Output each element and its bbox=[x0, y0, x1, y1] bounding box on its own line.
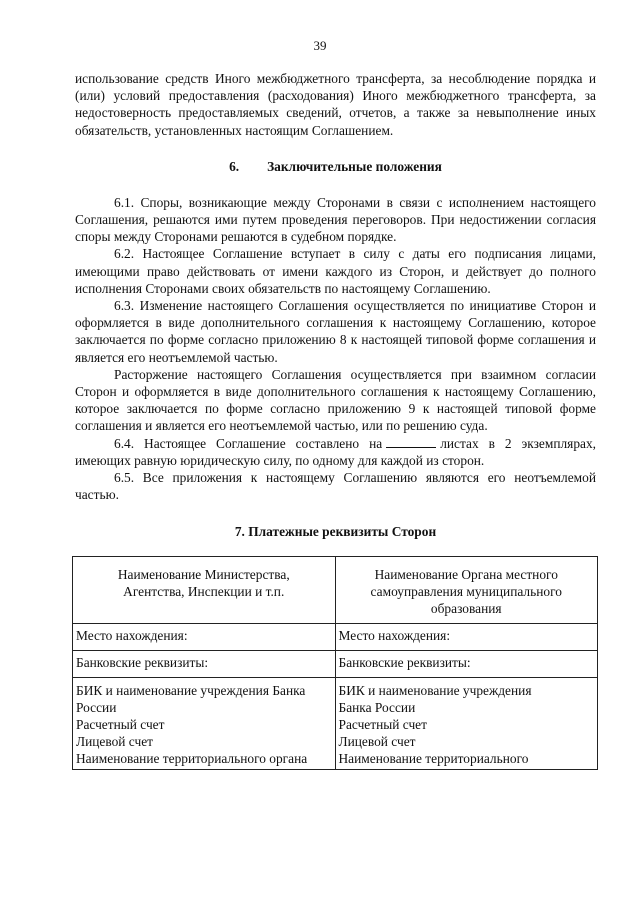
page-number: 39 bbox=[313, 38, 327, 53]
left-party-header bbox=[73, 557, 336, 624]
section-6-title: Заключительные положения bbox=[267, 158, 442, 174]
left-detail-line: России bbox=[76, 700, 117, 716]
left-bank-requisites: Банковские реквизиты: bbox=[73, 651, 336, 678]
clause-6-4-start: 6.4. Настоящее Соглашение составлено на bbox=[114, 435, 383, 451]
clause-6-3-termination: Расторжение настоящего Соглашения осуществляется при взаимном согласии Сторон и оформляется в виде дополнительного соглашения к настоящему Соглашению, которое заключается по форме согласно приложению 9 к настоящей типовой форме соглашения и является его неотъемлемой частью, или по решению суда. bbox=[75, 366, 596, 434]
sheet-count-blank bbox=[386, 435, 436, 448]
clause-6-4-end: листах в 2 экземплярах, имеющих равную юридическую силу, по одному для каждой из сторон. bbox=[75, 435, 597, 468]
section-7-heading: 7. Платежные реквизиты Сторон bbox=[234, 524, 437, 540]
clause-6-5: 6.5. Все приложения к настоящему Соглашению являются его неотъемлемой частью. bbox=[75, 470, 596, 503]
right-detail-line: Лицевой счет bbox=[338, 734, 416, 750]
payment-requisites-table bbox=[72, 556, 598, 770]
table-row-bank bbox=[73, 651, 598, 678]
left-detail-line: БИК и наименование учреждения Банка bbox=[76, 683, 306, 699]
document-body bbox=[75, 70, 596, 770]
right-bank-requisites: Банковские реквизиты: bbox=[335, 651, 598, 678]
left-bank-details bbox=[73, 678, 336, 770]
table-row-location bbox=[73, 624, 598, 651]
right-detail-line: Расчетный счет bbox=[338, 717, 427, 733]
table-row-details bbox=[73, 678, 598, 770]
left-location: Место нахождения: bbox=[73, 624, 336, 651]
clause-6-1: 6.1. Споры, возникающие между Сторонами в связи с исполнением настоящего Соглашения, решаются ими путем проведения переговоров. При недостижении согласия споры между Сторонами решаются в судебном порядке. bbox=[75, 194, 596, 245]
right-header-line: Наименование Органа местного bbox=[374, 567, 558, 583]
right-party-header bbox=[335, 557, 598, 624]
left-detail-line: Расчетный счет bbox=[76, 717, 165, 733]
clause-6-3: 6.3. Изменение настоящего Соглашения осуществляется по инициативе Сторон и оформляется в виде дополнительного соглашения к настоящему Соглашению, которое заключается по форме согласно приложению 8 к настоящей типовой форме соглашения и является его неотъемлемой частью. bbox=[75, 298, 596, 365]
left-header-line: Агентства, Инспекции и т.п. bbox=[123, 584, 285, 600]
left-header-line: Наименование Министерства, bbox=[117, 567, 290, 583]
left-detail-line: Наименование территориального органа bbox=[76, 751, 308, 767]
clause-6-2: 6.2. Настоящее Соглашение вступает в силу с даты его подписания лицами, имеющими право действовать от имени каждого из Сторон, и действует до полного исполнения Сторонами своих обязательств по настоящему Соглашению. bbox=[75, 246, 596, 296]
right-header-line: образования bbox=[430, 601, 502, 617]
right-detail-line: Наименование территориального bbox=[338, 751, 529, 767]
section-6-heading bbox=[75, 158, 596, 175]
right-location: Место нахождения: bbox=[335, 624, 598, 651]
left-detail-line: Лицевой счет bbox=[76, 734, 154, 750]
table-header-row bbox=[73, 557, 598, 624]
right-bank-details bbox=[335, 678, 598, 770]
right-detail-line: БИК и наименование учреждения bbox=[338, 683, 532, 699]
right-detail-line: Банка России bbox=[338, 700, 416, 716]
section-6-number: 6. bbox=[229, 158, 240, 174]
right-header-line: самоуправления муниципального bbox=[370, 584, 562, 600]
clause-6-4 bbox=[75, 435, 596, 469]
intro-paragraph: использование средств Иного межбюджетного трансферта, за несоблюдение порядка и (или) условий предоставления (расходования) Иного межбюджетного трансферта, за недостоверность предоставляемых сведений, отчетов, а также за невыполнение иных обязательств, установленных настоящим Соглашением. bbox=[75, 71, 596, 138]
